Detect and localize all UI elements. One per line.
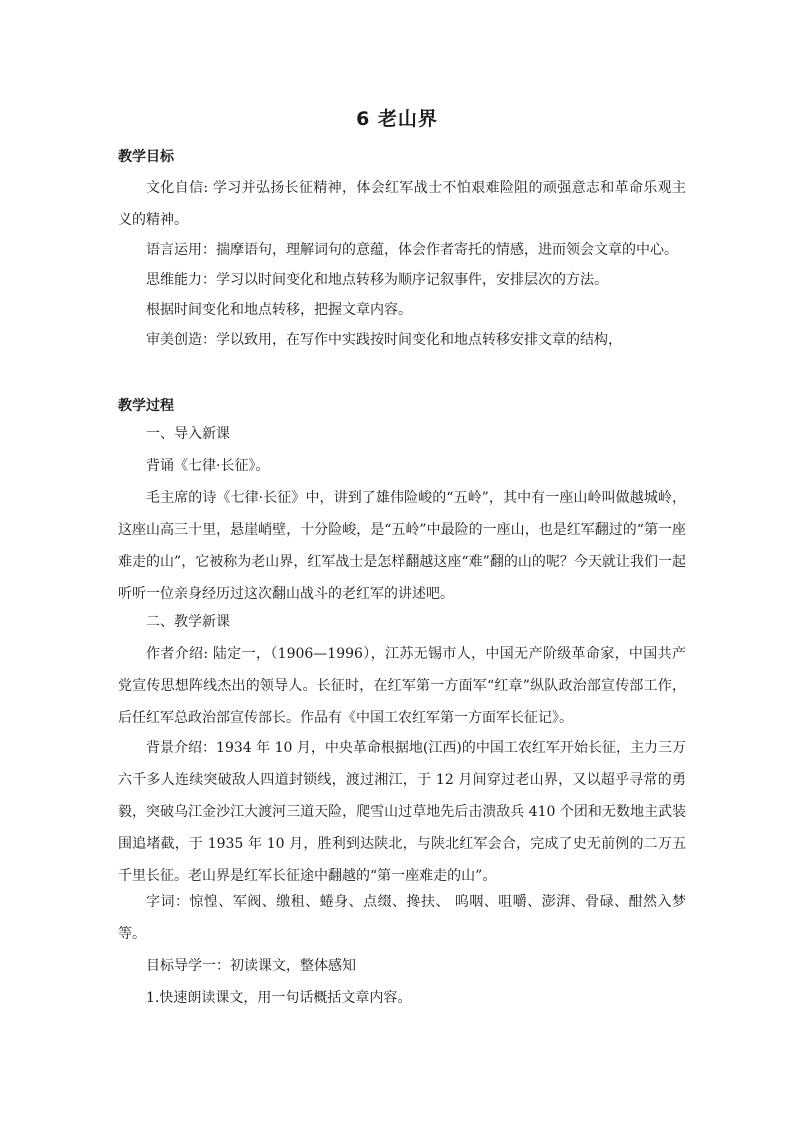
process-intro-paragraph: 毛主席的诗《七律·长征》中，讲到了雄伟险峻的“五岭”，其中有一座山岭叫做越城岭，这座山高三十里，悬崖峭壁，十分险峻，是“五岭”中最险的一座山，也是红军翻过的“第一座难走的山”，它被称为老山界，红军战士是怎样翻越这座“难”翻的山的呢？今天就让我们一起听听一位亲身经历过这次翻山战斗的老红军的讲述吧。 (118, 490, 686, 602)
section-heading-goals: 教学目标 (118, 149, 174, 165)
goal-language: 语言运用：揣摩语句，理解词句的意蕴，体会作者寄托的情感，进而领会文章的中心。 (146, 242, 678, 258)
process-recite: 背诵《七律·长征》。 (146, 458, 270, 474)
process-objective-one: 目标导学一：初读课文，整体感知 (146, 958, 356, 974)
process-new-lesson-heading: 二、教学新课 (146, 614, 230, 630)
section-heading-process: 教学过程 (118, 398, 174, 414)
goal-thinking: 思维能力：学习以时间变化和地点转移为顺序记叙事件，安排层次的方法。 (146, 272, 608, 288)
process-author-intro: 作者介绍: 陆定一，（1906—1996），江苏无锡市人，中国无产阶级革命家，中国共产党宣传思想阵线杰出的领导人。长征时，在红军第一方面军“红章”纵队政治部宣传部工作，后任红军总政治部宣传部长。作品有《中国工农红军第一方面军长征记》。 (118, 646, 686, 726)
page-title: 6 老山界 (356, 108, 438, 130)
goal-content: 根据时间变化和地点转移，把握文章内容。 (146, 302, 412, 318)
process-task-one: 1.快速朗读课文，用一句话概括文章内容。 (146, 990, 412, 1006)
goal-aesthetic: 审美创造：学以致用，在写作中实践按时间变化和地点转移安排文章的结构， (146, 332, 622, 348)
process-background-intro: 背景介绍：1934 年 10 月，中央革命根据地(江西)的中国工农红军开始长征，主力三万六千多人连续突破敌人四道封锁线，渡过湘江，于 12 月间穿过老山界，又以超乎寻常的勇毅，突破乌江金沙江大渡河三道天险，爬雪山过草地先后击溃敌兵 410 个团和无数地主武装围追堵截，于 1935 年 10 月，胜利到达陕北，与陕北红军会合，完成了史无前例的二万五千里长征。老山界是红军长征途中翻越的“第一座难走的山”。 (118, 740, 686, 884)
process-intro-heading: 一、导入新课 (146, 426, 230, 442)
process-vocabulary: 字词：惊惶、军阀、缴租、蜷身、点缀、搀扶、 呜咽、咀嚼、澎湃、骨碌、酣然入梦等。 (118, 894, 686, 942)
goal-culture: 文化自信: 学习并弘扬长征精神，体会红军战士不怕艰难险阻的顽强意志和革命乐观主义的精神。 (118, 180, 686, 228)
